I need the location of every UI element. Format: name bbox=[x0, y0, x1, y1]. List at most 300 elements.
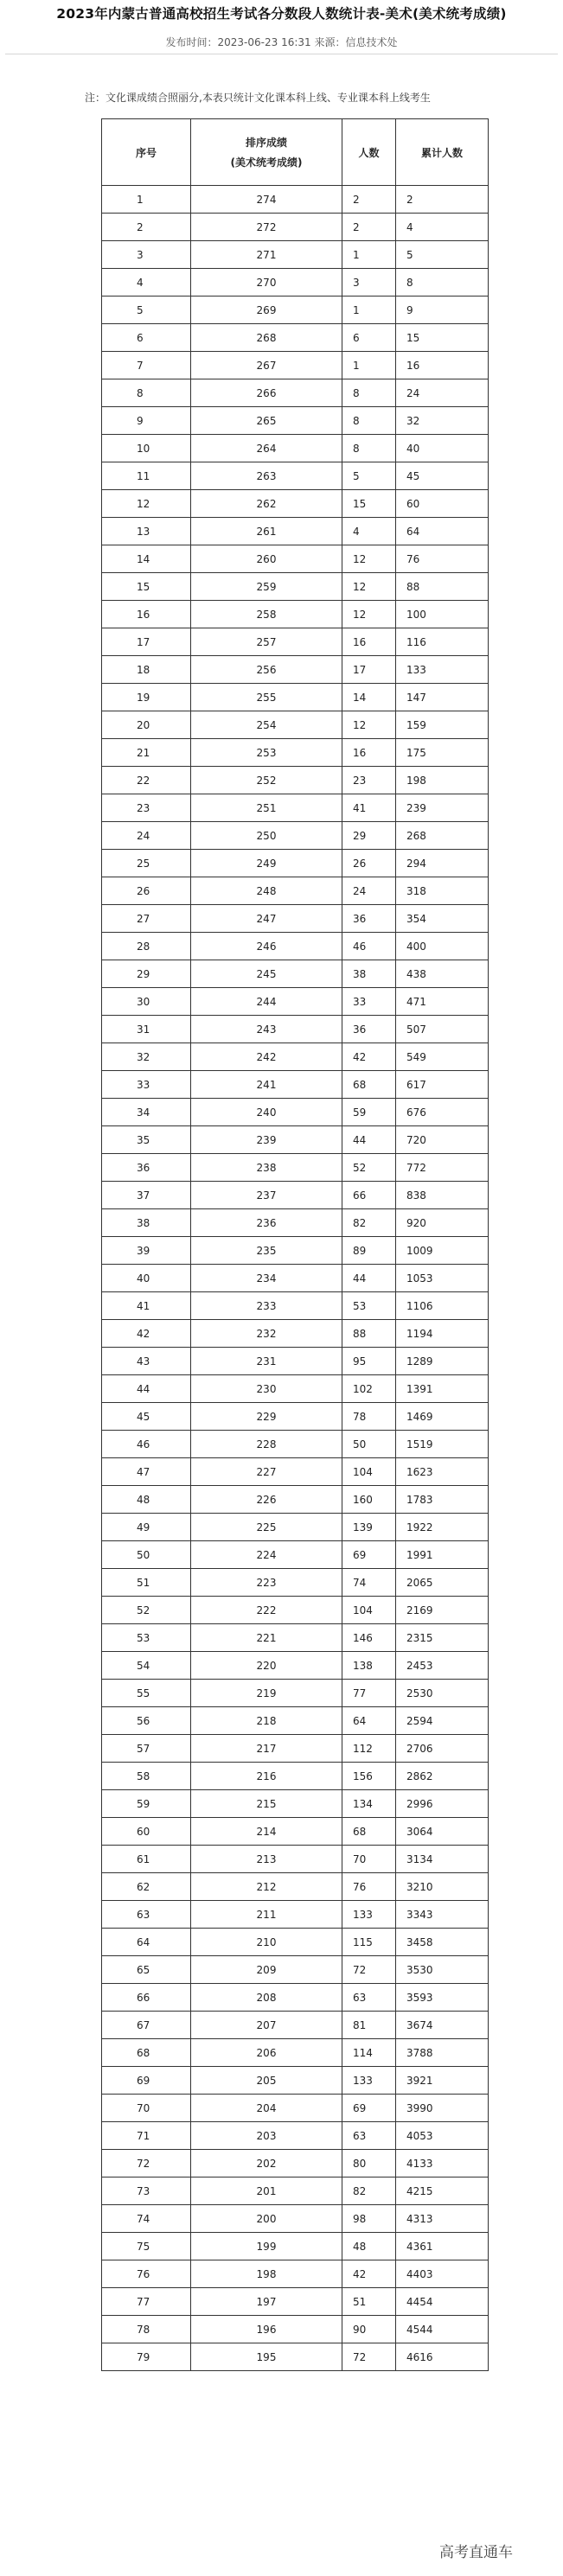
cell-score: 262 bbox=[191, 490, 342, 518]
cell-count: 133 bbox=[342, 2067, 396, 2095]
table-row bbox=[102, 684, 489, 711]
table-row bbox=[102, 1071, 489, 1099]
cell-count: 139 bbox=[342, 1514, 396, 1541]
cell-count: 44 bbox=[342, 1126, 396, 1154]
cell-score: 206 bbox=[191, 2039, 342, 2067]
cell-count: 80 bbox=[342, 2150, 396, 2177]
table-row bbox=[102, 1099, 489, 1126]
cell-count: 69 bbox=[342, 2095, 396, 2122]
cell-score: 248 bbox=[191, 877, 342, 905]
cell-cumulative: 2594 bbox=[396, 1707, 489, 1735]
cell-index: 13 bbox=[102, 518, 191, 545]
table-row bbox=[102, 1929, 489, 1956]
cell-index: 37 bbox=[102, 1182, 191, 1209]
cell-score: 199 bbox=[191, 2233, 342, 2260]
cell-cumulative: 3593 bbox=[396, 1984, 489, 2012]
cell-count: 12 bbox=[342, 601, 396, 628]
cell-score: 213 bbox=[191, 1846, 342, 1873]
cell-count: 72 bbox=[342, 2343, 396, 2371]
cell-score: 243 bbox=[191, 1016, 342, 1043]
cell-cumulative: 175 bbox=[396, 739, 489, 767]
cell-score: 235 bbox=[191, 1237, 342, 1265]
cell-score: 253 bbox=[191, 739, 342, 767]
cell-index: 38 bbox=[102, 1209, 191, 1237]
cell-count: 50 bbox=[342, 1431, 396, 1458]
cell-cumulative: 32 bbox=[396, 407, 489, 435]
cell-index: 53 bbox=[102, 1624, 191, 1652]
cell-count: 138 bbox=[342, 1652, 396, 1680]
cell-cumulative: 2065 bbox=[396, 1569, 489, 1597]
cell-count: 36 bbox=[342, 1016, 396, 1043]
cell-index: 28 bbox=[102, 933, 191, 960]
cell-count: 68 bbox=[342, 1071, 396, 1099]
table-row bbox=[102, 850, 489, 877]
table-row bbox=[102, 905, 489, 933]
table-row bbox=[102, 1763, 489, 1790]
cell-count: 78 bbox=[342, 1403, 396, 1431]
cell-count: 44 bbox=[342, 1265, 396, 1292]
cell-count: 134 bbox=[342, 1790, 396, 1818]
table-row bbox=[102, 767, 489, 794]
table-row bbox=[102, 518, 489, 545]
cell-index: 46 bbox=[102, 1431, 191, 1458]
cell-index: 8 bbox=[102, 379, 191, 407]
table-row bbox=[102, 2012, 489, 2039]
cell-count: 3 bbox=[342, 269, 396, 296]
cell-count: 115 bbox=[342, 1929, 396, 1956]
cell-index: 57 bbox=[102, 1735, 191, 1763]
cell-index: 32 bbox=[102, 1043, 191, 1071]
cell-score: 230 bbox=[191, 1375, 342, 1403]
cell-cumulative: 1922 bbox=[396, 1514, 489, 1541]
table-row bbox=[102, 573, 489, 601]
cell-index: 21 bbox=[102, 739, 191, 767]
cell-cumulative: 4454 bbox=[396, 2288, 489, 2316]
cell-count: 68 bbox=[342, 1818, 396, 1846]
cell-score: 231 bbox=[191, 1348, 342, 1375]
cell-count: 16 bbox=[342, 628, 396, 656]
cell-cumulative: 45 bbox=[396, 462, 489, 490]
cell-score: 214 bbox=[191, 1818, 342, 1846]
cell-index: 47 bbox=[102, 1458, 191, 1486]
cell-cumulative: 2315 bbox=[396, 1624, 489, 1652]
header-count: 人数 bbox=[342, 119, 396, 186]
cell-index: 61 bbox=[102, 1846, 191, 1873]
table-row bbox=[102, 711, 489, 739]
cell-index: 24 bbox=[102, 822, 191, 850]
table-row bbox=[102, 2205, 489, 2233]
table-row bbox=[102, 1735, 489, 1763]
cell-index: 76 bbox=[102, 2260, 191, 2288]
cell-score: 208 bbox=[191, 1984, 342, 2012]
cell-count: 63 bbox=[342, 1984, 396, 2012]
table-row bbox=[102, 462, 489, 490]
cell-cumulative: 1391 bbox=[396, 1375, 489, 1403]
cell-score: 198 bbox=[191, 2260, 342, 2288]
cell-score: 247 bbox=[191, 905, 342, 933]
cell-cumulative: 3530 bbox=[396, 1956, 489, 1984]
header-score bbox=[191, 119, 342, 186]
cell-count: 17 bbox=[342, 656, 396, 684]
cell-score: 220 bbox=[191, 1652, 342, 1680]
table-row bbox=[102, 2122, 489, 2150]
cell-cumulative: 2169 bbox=[396, 1597, 489, 1624]
cell-score: 260 bbox=[191, 545, 342, 573]
cell-index: 6 bbox=[102, 324, 191, 352]
cell-index: 72 bbox=[102, 2150, 191, 2177]
cell-count: 16 bbox=[342, 739, 396, 767]
table-row bbox=[102, 2288, 489, 2316]
cell-index: 45 bbox=[102, 1403, 191, 1431]
cell-score: 274 bbox=[191, 186, 342, 214]
cell-count: 69 bbox=[342, 1541, 396, 1569]
table-row bbox=[102, 1624, 489, 1652]
cell-score: 246 bbox=[191, 933, 342, 960]
cell-cumulative: 1469 bbox=[396, 1403, 489, 1431]
table-row bbox=[102, 2260, 489, 2288]
cell-index: 79 bbox=[102, 2343, 191, 2371]
cell-cumulative: 4 bbox=[396, 214, 489, 241]
table-row bbox=[102, 988, 489, 1016]
cell-cumulative: 2453 bbox=[396, 1652, 489, 1680]
table-row bbox=[102, 1016, 489, 1043]
cell-count: 14 bbox=[342, 684, 396, 711]
cell-count: 41 bbox=[342, 794, 396, 822]
cell-index: 16 bbox=[102, 601, 191, 628]
cell-score: 217 bbox=[191, 1735, 342, 1763]
cell-cumulative: 60 bbox=[396, 490, 489, 518]
cell-score: 257 bbox=[191, 628, 342, 656]
table-row bbox=[102, 1348, 489, 1375]
cell-index: 4 bbox=[102, 269, 191, 296]
table-row bbox=[102, 1597, 489, 1624]
cell-index: 31 bbox=[102, 1016, 191, 1043]
table-row bbox=[102, 379, 489, 407]
cell-count: 52 bbox=[342, 1154, 396, 1182]
cell-index: 73 bbox=[102, 2177, 191, 2205]
table-row bbox=[102, 324, 489, 352]
cell-cumulative: 471 bbox=[396, 988, 489, 1016]
cell-count: 89 bbox=[342, 1237, 396, 1265]
cell-cumulative: 549 bbox=[396, 1043, 489, 1071]
table-row bbox=[102, 1265, 489, 1292]
cell-score: 249 bbox=[191, 850, 342, 877]
cell-score: 222 bbox=[191, 1597, 342, 1624]
table-row bbox=[102, 1458, 489, 1486]
cell-count: 5 bbox=[342, 462, 396, 490]
cell-count: 77 bbox=[342, 1680, 396, 1707]
cell-index: 40 bbox=[102, 1265, 191, 1292]
cell-score: 271 bbox=[191, 241, 342, 269]
cell-cumulative: 4313 bbox=[396, 2205, 489, 2233]
table-row bbox=[102, 2150, 489, 2177]
cell-score: 251 bbox=[191, 794, 342, 822]
cell-count: 53 bbox=[342, 1292, 396, 1320]
watermark-text: 高考直通车 bbox=[439, 2544, 513, 2561]
cell-count: 1 bbox=[342, 352, 396, 379]
cell-cumulative: 3134 bbox=[396, 1846, 489, 1873]
table-row bbox=[102, 1790, 489, 1818]
cell-score: 234 bbox=[191, 1265, 342, 1292]
cell-count: 51 bbox=[342, 2288, 396, 2316]
cell-index: 75 bbox=[102, 2233, 191, 2260]
cell-count: 6 bbox=[342, 324, 396, 352]
table-row bbox=[102, 490, 489, 518]
table-row bbox=[102, 1956, 489, 1984]
cell-cumulative: 40 bbox=[396, 435, 489, 462]
cell-count: 1 bbox=[342, 241, 396, 269]
table-row bbox=[102, 1043, 489, 1071]
cell-score: 227 bbox=[191, 1458, 342, 1486]
cell-cumulative: 354 bbox=[396, 905, 489, 933]
table-row bbox=[102, 2343, 489, 2371]
cell-cumulative: 88 bbox=[396, 573, 489, 601]
cell-cumulative: 4361 bbox=[396, 2233, 489, 2260]
cell-cumulative: 8 bbox=[396, 269, 489, 296]
cell-count: 74 bbox=[342, 1569, 396, 1597]
cell-index: 48 bbox=[102, 1486, 191, 1514]
table-row bbox=[102, 1569, 489, 1597]
cell-score: 252 bbox=[191, 767, 342, 794]
cell-count: 76 bbox=[342, 1873, 396, 1901]
cell-score: 256 bbox=[191, 656, 342, 684]
cell-cumulative: 2 bbox=[396, 186, 489, 214]
cell-cumulative: 64 bbox=[396, 518, 489, 545]
cell-score: 259 bbox=[191, 573, 342, 601]
table-row bbox=[102, 352, 489, 379]
cell-cumulative: 3990 bbox=[396, 2095, 489, 2122]
cell-count: 114 bbox=[342, 2039, 396, 2067]
cell-index: 41 bbox=[102, 1292, 191, 1320]
table-row bbox=[102, 1320, 489, 1348]
table-header-row bbox=[102, 119, 489, 186]
cell-count: 95 bbox=[342, 1348, 396, 1375]
cell-score: 261 bbox=[191, 518, 342, 545]
table-row bbox=[102, 601, 489, 628]
cell-score: 250 bbox=[191, 822, 342, 850]
cell-count: 33 bbox=[342, 988, 396, 1016]
cell-index: 51 bbox=[102, 1569, 191, 1597]
cell-count: 2 bbox=[342, 214, 396, 241]
cell-score: 195 bbox=[191, 2343, 342, 2371]
cell-score: 270 bbox=[191, 269, 342, 296]
cell-cumulative: 3458 bbox=[396, 1929, 489, 1956]
cell-index: 71 bbox=[102, 2122, 191, 2150]
cell-score: 237 bbox=[191, 1182, 342, 1209]
cell-cumulative: 1783 bbox=[396, 1486, 489, 1514]
cell-index: 65 bbox=[102, 1956, 191, 1984]
cell-cumulative: 2862 bbox=[396, 1763, 489, 1790]
cell-count: 26 bbox=[342, 850, 396, 877]
cell-count: 2 bbox=[342, 186, 396, 214]
cell-score: 254 bbox=[191, 711, 342, 739]
cell-index: 62 bbox=[102, 1873, 191, 1901]
table-row bbox=[102, 1486, 489, 1514]
cell-index: 64 bbox=[102, 1929, 191, 1956]
cell-cumulative: 720 bbox=[396, 1126, 489, 1154]
cell-cumulative: 4215 bbox=[396, 2177, 489, 2205]
table-row bbox=[102, 1431, 489, 1458]
cell-index: 42 bbox=[102, 1320, 191, 1348]
table-row bbox=[102, 1901, 489, 1929]
cell-score: 225 bbox=[191, 1514, 342, 1541]
table-row bbox=[102, 1818, 489, 1846]
cell-score: 197 bbox=[191, 2288, 342, 2316]
cell-index: 30 bbox=[102, 988, 191, 1016]
cell-cumulative: 400 bbox=[396, 933, 489, 960]
cell-count: 8 bbox=[342, 407, 396, 435]
cell-cumulative: 838 bbox=[396, 1182, 489, 1209]
cell-count: 82 bbox=[342, 2177, 396, 2205]
cell-count: 42 bbox=[342, 2260, 396, 2288]
cell-index: 19 bbox=[102, 684, 191, 711]
cell-count: 66 bbox=[342, 1182, 396, 1209]
cell-count: 63 bbox=[342, 2122, 396, 2150]
cell-cumulative: 116 bbox=[396, 628, 489, 656]
cell-index: 58 bbox=[102, 1763, 191, 1790]
table-row bbox=[102, 2233, 489, 2260]
table-row bbox=[102, 2316, 489, 2343]
table-row bbox=[102, 1182, 489, 1209]
table-row bbox=[102, 1403, 489, 1431]
cell-cumulative: 772 bbox=[396, 1154, 489, 1182]
cell-index: 78 bbox=[102, 2316, 191, 2343]
table-row bbox=[102, 407, 489, 435]
cell-index: 49 bbox=[102, 1514, 191, 1541]
cell-cumulative: 318 bbox=[396, 877, 489, 905]
cell-score: 201 bbox=[191, 2177, 342, 2205]
cell-index: 18 bbox=[102, 656, 191, 684]
cell-cumulative: 1289 bbox=[396, 1348, 489, 1375]
cell-score: 232 bbox=[191, 1320, 342, 1348]
cell-index: 67 bbox=[102, 2012, 191, 2039]
cell-index: 20 bbox=[102, 711, 191, 739]
cell-score: 200 bbox=[191, 2205, 342, 2233]
cell-score: 202 bbox=[191, 2150, 342, 2177]
cell-score: 245 bbox=[191, 960, 342, 988]
cell-score: 218 bbox=[191, 1707, 342, 1735]
cell-cumulative: 294 bbox=[396, 850, 489, 877]
table-row bbox=[102, 739, 489, 767]
cell-cumulative: 76 bbox=[396, 545, 489, 573]
table-row bbox=[102, 545, 489, 573]
table-row bbox=[102, 1707, 489, 1735]
cell-cumulative: 3343 bbox=[396, 1901, 489, 1929]
cell-index: 34 bbox=[102, 1099, 191, 1126]
cell-score: 269 bbox=[191, 296, 342, 324]
table-row bbox=[102, 186, 489, 214]
cell-count: 8 bbox=[342, 435, 396, 462]
cell-cumulative: 3921 bbox=[396, 2067, 489, 2095]
cell-cumulative: 4053 bbox=[396, 2122, 489, 2150]
cell-cumulative: 3064 bbox=[396, 1818, 489, 1846]
cell-count: 12 bbox=[342, 573, 396, 601]
cell-count: 133 bbox=[342, 1901, 396, 1929]
cell-score: 263 bbox=[191, 462, 342, 490]
table-row bbox=[102, 822, 489, 850]
cell-index: 15 bbox=[102, 573, 191, 601]
cell-score: 238 bbox=[191, 1154, 342, 1182]
cell-cumulative: 4544 bbox=[396, 2316, 489, 2343]
cell-score: 228 bbox=[191, 1431, 342, 1458]
cell-index: 26 bbox=[102, 877, 191, 905]
table-row bbox=[102, 1680, 489, 1707]
cell-count: 102 bbox=[342, 1375, 396, 1403]
cell-cumulative: 133 bbox=[396, 656, 489, 684]
cell-index: 50 bbox=[102, 1541, 191, 1569]
cell-cumulative: 16 bbox=[396, 352, 489, 379]
cell-score: 229 bbox=[191, 1403, 342, 1431]
cell-score: 211 bbox=[191, 1901, 342, 1929]
table-row bbox=[102, 933, 489, 960]
cell-index: 25 bbox=[102, 850, 191, 877]
cell-cumulative: 4616 bbox=[396, 2343, 489, 2371]
cell-index: 7 bbox=[102, 352, 191, 379]
cell-cumulative: 507 bbox=[396, 1016, 489, 1043]
cell-cumulative: 2706 bbox=[396, 1735, 489, 1763]
header-score-line1: 排序成绩 bbox=[245, 137, 287, 149]
cell-count: 98 bbox=[342, 2205, 396, 2233]
cell-cumulative: 1623 bbox=[396, 1458, 489, 1486]
table-row bbox=[102, 1209, 489, 1237]
cell-index: 70 bbox=[102, 2095, 191, 2122]
cell-count: 72 bbox=[342, 1956, 396, 1984]
cell-index: 36 bbox=[102, 1154, 191, 1182]
cell-index: 54 bbox=[102, 1652, 191, 1680]
cell-score: 223 bbox=[191, 1569, 342, 1597]
table-row bbox=[102, 1984, 489, 2012]
cell-index: 3 bbox=[102, 241, 191, 269]
cell-cumulative: 198 bbox=[396, 767, 489, 794]
cell-cumulative: 24 bbox=[396, 379, 489, 407]
cell-score: 272 bbox=[191, 214, 342, 241]
cell-score: 236 bbox=[191, 1209, 342, 1237]
cell-cumulative: 1991 bbox=[396, 1541, 489, 1569]
table-row bbox=[102, 1375, 489, 1403]
cell-score: 240 bbox=[191, 1099, 342, 1126]
cell-score: 267 bbox=[191, 352, 342, 379]
table-row bbox=[102, 1652, 489, 1680]
cell-index: 56 bbox=[102, 1707, 191, 1735]
table-row bbox=[102, 628, 489, 656]
header-score-line2: (美术统考成绩) bbox=[230, 156, 303, 169]
cell-count: 42 bbox=[342, 1043, 396, 1071]
cell-cumulative: 2530 bbox=[396, 1680, 489, 1707]
table-row bbox=[102, 2095, 489, 2122]
cell-index: 39 bbox=[102, 1237, 191, 1265]
table-row bbox=[102, 241, 489, 269]
table-row bbox=[102, 1154, 489, 1182]
cell-score: 265 bbox=[191, 407, 342, 435]
cell-score: 219 bbox=[191, 1680, 342, 1707]
cell-count: 48 bbox=[342, 2233, 396, 2260]
cell-score: 204 bbox=[191, 2095, 342, 2122]
cell-index: 12 bbox=[102, 490, 191, 518]
table-row bbox=[102, 877, 489, 905]
cell-cumulative: 1009 bbox=[396, 1237, 489, 1265]
cell-cumulative: 239 bbox=[396, 794, 489, 822]
cell-count: 46 bbox=[342, 933, 396, 960]
cell-score: 216 bbox=[191, 1763, 342, 1790]
cell-count: 24 bbox=[342, 877, 396, 905]
table-row bbox=[102, 656, 489, 684]
cell-cumulative: 9 bbox=[396, 296, 489, 324]
table-row bbox=[102, 269, 489, 296]
cell-count: 12 bbox=[342, 711, 396, 739]
cell-index: 55 bbox=[102, 1680, 191, 1707]
cell-score: 268 bbox=[191, 324, 342, 352]
cell-score: 239 bbox=[191, 1126, 342, 1154]
